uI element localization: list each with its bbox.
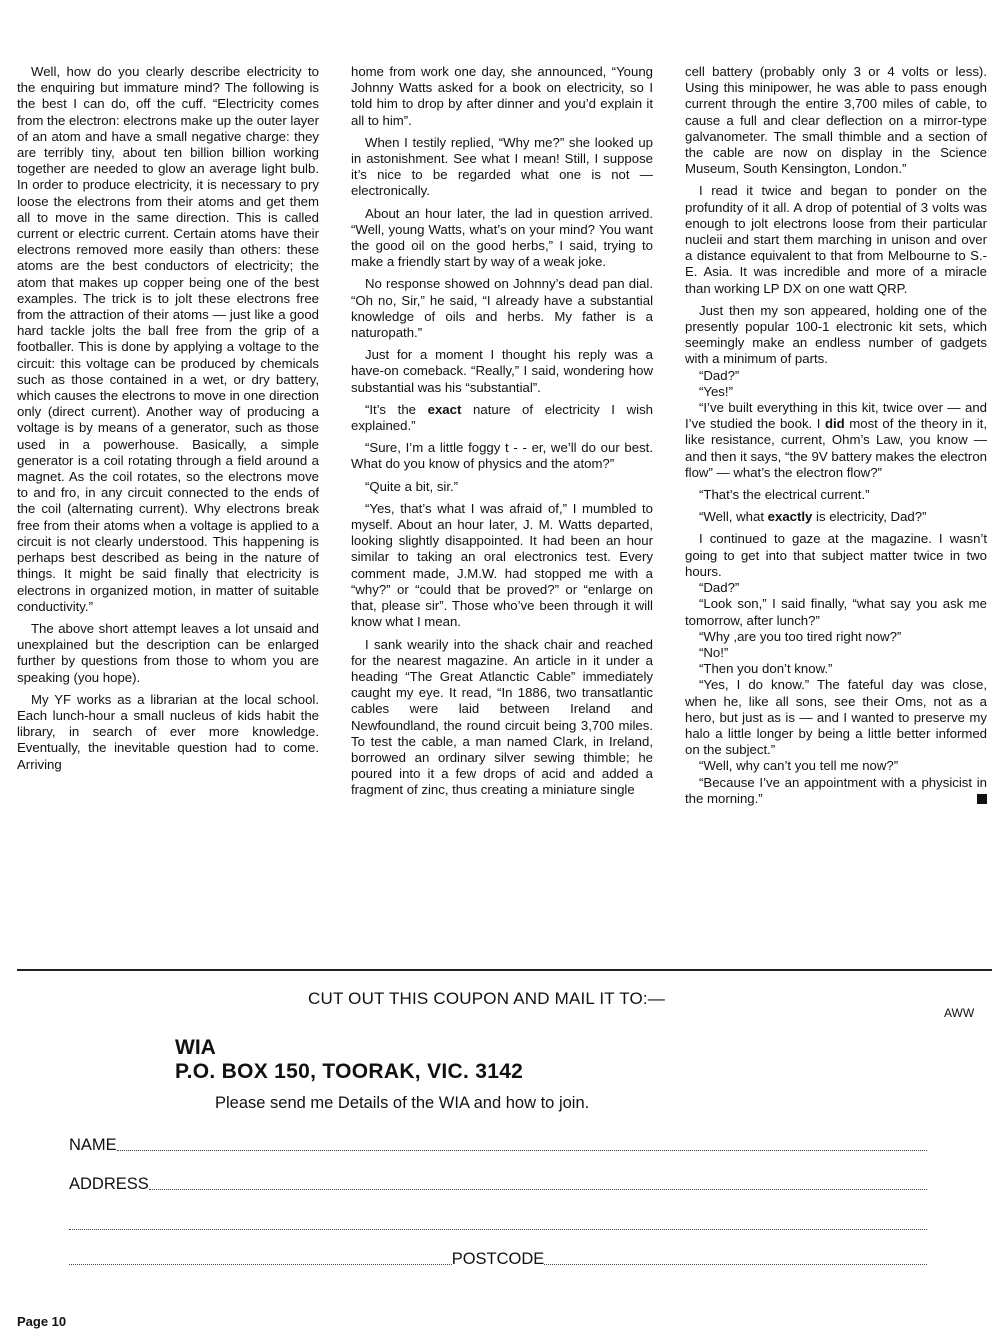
text-run: “Because I’ve an appointment with a physicist in the morning.”	[685, 774, 987, 806]
dialogue-line: “Then you don’t know.”	[699, 661, 833, 677]
dialogue-line: “Yes!”	[699, 383, 733, 399]
article-column-2	[351, 64, 653, 912]
coupon-cut-line	[17, 969, 992, 971]
text-run: is electricity, Dad?”	[812, 509, 927, 525]
article-paragraph: “Yes, I do know.” The fateful day was close, when he, like all sons, see their Oms, not as a hero, but just as is — and I wanted to preserve my halo a little longer by being a little better informed on the subject.”	[685, 677, 987, 758]
address-label: ADDRESS	[69, 1175, 149, 1193]
coupon-organisation: WIA	[175, 1036, 216, 1059]
coupon-mailing-address: P.O. BOX 150, TOORAK, VIC. 3142	[175, 1060, 524, 1083]
name-field[interactable]	[69, 1134, 927, 1154]
emphasis-text: exact	[427, 401, 462, 417]
article-paragraph: Well, how do you clearly describe electricity to the enquiring but immature mind? The following is the best I can do, off the cuff. “Electricity comes from the electron: electrons make up the outer layer of an atom and have a small negative charge: they are terribly tiny, about ten billion billion working together are needed to glow an average light bulb. In order to produce electricity, it is necessary to pry loose the electrons from their atoms and get them all to move in the same direction. This is called current or electric current. Certain atoms have their electrons removed more easily than others: these atoms are the best conductors of electricity; the atom that makes up copper being one of the best examples. The trick is to jolt these electrons free from the attraction of their atoms — just like a good hard tackle jolts the ball free from the grip of a footballer. This is done by applying a voltage to the circuit: this voltage can be produced by chemicals such as those contained in a wet, or dry battery, which causes the electrons to move in one direction only (direct current). Another way of producing a voltage is by means of a generator, such as those used in a powerhouse. Basically, a simple generator is a coil rotating through a field around a magnet. As the coil rotates, so the electrons move to and fro, in any circuit connected to the ends of the coil (alternating current). Why electrons break free from their atoms when a voltage is applied to a circuit is not clearly understood. This happening is perhaps best described as being in the nature of things. It might be said finally that electricity is electrons in organized motion, in matter of suitable conductivity.”	[17, 64, 320, 614]
dialogue-line	[685, 509, 987, 525]
article-paragraph: Just then my son appeared, holding one of the presently popular 100-1 electronic kit sets, which seemingly make an endless number of gadgets with a minimum of parts.	[685, 302, 987, 367]
article-body	[17, 64, 987, 912]
name-fill-line[interactable]	[117, 1149, 927, 1151]
text-run: “I’ve built everything in this kit, twice over — and I’ve studied the book. I	[685, 400, 987, 432]
text-run: “Well, what	[699, 509, 768, 525]
emphasis-text: exactly	[767, 509, 813, 525]
dialogue-line: “No!”	[699, 644, 729, 660]
dialogue-line: “Look son,” I said finally, “what say you ask me tomorrow, after lunch?”	[685, 596, 987, 628]
article-paragraph: “Yes, that’s what I was afraid of,” I mumbled to myself. About an hour later, J. M. Watts departed, looking slightly disappointed. It had been an hour similar to taking an oral electronics test. Every comment made, J.M.W. had stopped me with a “why?” or “could that be proved?” or “enlarge on that, please sir”. Those who’ve been through it will know what I mean.	[351, 500, 653, 630]
article-column-3	[685, 64, 987, 912]
coupon-request-text: Please send me Details of the WIA and how to join.	[215, 1094, 590, 1112]
dialogue-line: “Dad?”	[699, 367, 740, 383]
postcode-field[interactable]	[69, 1248, 927, 1268]
dialogue-line: “Dad?”	[699, 580, 740, 596]
coupon-heading: CUT OUT THIS COUPON AND MAIL IT TO:—	[308, 989, 666, 1008]
page-number: Page 10	[17, 1314, 67, 1329]
name-label: NAME	[69, 1136, 117, 1154]
text-run: most of the theory in it, like resistance, current, Ohm’s Law, you know — and then it says, “the 9V battery makes the electron flow” — what’s the electron flow?”	[685, 416, 987, 480]
coupon-code: AWW	[944, 1006, 975, 1020]
postcode-label: POSTCODE	[451, 1250, 545, 1268]
article-paragraph: The above short attempt leaves a lot unsaid and unexplained but the description can be enlarged further by questions from those to whom you are speaking (you hope).	[17, 620, 319, 685]
article-paragraph: I continued to gaze at the magazine. I wasn’t going to get into that subject matter twice in two hours.	[685, 531, 987, 579]
address-line-2-fill-line[interactable]	[69, 1228, 927, 1230]
address-line-2-field[interactable]	[69, 1213, 927, 1233]
address-fill-line[interactable]	[149, 1188, 927, 1190]
dialogue-line	[685, 775, 987, 807]
address-field[interactable]	[69, 1173, 927, 1193]
dialogue-line: “Why ,are you too tired right now?”	[699, 628, 902, 644]
text-run: nature of electricity I wish explained.”	[351, 401, 653, 434]
article-paragraph: Just for a moment I thought his reply was a have-on comeback. “Really,” I said, wondering how substantial was his “substantial”.	[351, 347, 653, 395]
article-paragraph: I read it twice and began to ponder on the profundity of it all. A drop of potential of 3 volts was enough to jolt electrons loose from their particular nucleii and start them marching in unison and over a distance equivalent to that from Melbourne to S.-E. Asia. It was incredible and more of a miracle than working LP DX on one watt QRP.	[685, 183, 987, 296]
article-paragraph: “Sure, I’m a little foggy t - - er, we’ll do our best. What do you know of physics and the atom?”	[351, 440, 653, 472]
dialogue-line: “That’s the electrical current.”	[699, 487, 870, 503]
emphasis-text: did	[824, 416, 845, 432]
article-paragraph: About an hour later, the lad in question arrived. “Well, young Watts, what’s on your mind? You want the good oil on the good herbs,” I said, trying to make a friendly start by way of a weak joke.	[351, 205, 653, 270]
article-column-1	[17, 64, 319, 912]
article-paragraph: My YF works as a librarian at the local school. Each lunch-hour a small nucleus of kids habit the library, in search of ever more knowledge. Eventually, the inevitable question had to come. Arriving	[17, 691, 319, 772]
article-paragraph: “Quite a bit, sir.”	[365, 478, 459, 494]
article-paragraph: No response showed on Johnny’s dead pan dial. “Oh no, Sir,” he said, “I already have a substantial knowledge of oils and herbs. My father is a naturopath.”	[351, 276, 653, 341]
article-paragraph: I sank wearily into the shack chair and reached for the nearest magazine. An article in it under a heading “The Great Atlanctic Cable” immediately caught my eye. It read, “In 1886, two transatlantic cables were laid between Ireland and Newfoundland, the round circuit being 3,700 miles. To test the cable, a man named Clark, in Ireland, borrowed an ordinary silver sewing thimble; he poured into it a few drops of acid and added a fragment of zinc, thus creating a miniature single	[351, 636, 653, 798]
article-paragraph: When I testily replied, “Why me?” she looked up in astonishment. See what I mean! Still, I suppose it’s nice to be regarded what one is not — electronically.	[351, 134, 653, 199]
article-paragraph: cell battery (probably only 3 or 4 volts or less). Using this minipower, he was able to pass enough current through the entire 3,700 miles of cable, to cause a full and clear deflection on a mirror-type galvanometer. The small thimble and a section of the cable are now on display in the Science Museum, South Kensington, London.”	[685, 64, 987, 177]
postcode-fill-line[interactable]	[544, 1263, 927, 1265]
article-paragraph	[685, 400, 987, 481]
dialogue-line: “Well, why can’t you tell me now?”	[699, 758, 899, 774]
article-paragraph: home from work one day, she announced, “Young Johnny Watts asked for a book on electricity, so I told him to drop by after dinner and you’d explain it all to him”.	[351, 64, 653, 128]
article-paragraph	[351, 402, 653, 434]
text-run: “It’s the	[365, 401, 428, 417]
address-line-3-fill-line[interactable]	[69, 1263, 452, 1265]
end-of-article-mark	[977, 794, 987, 804]
